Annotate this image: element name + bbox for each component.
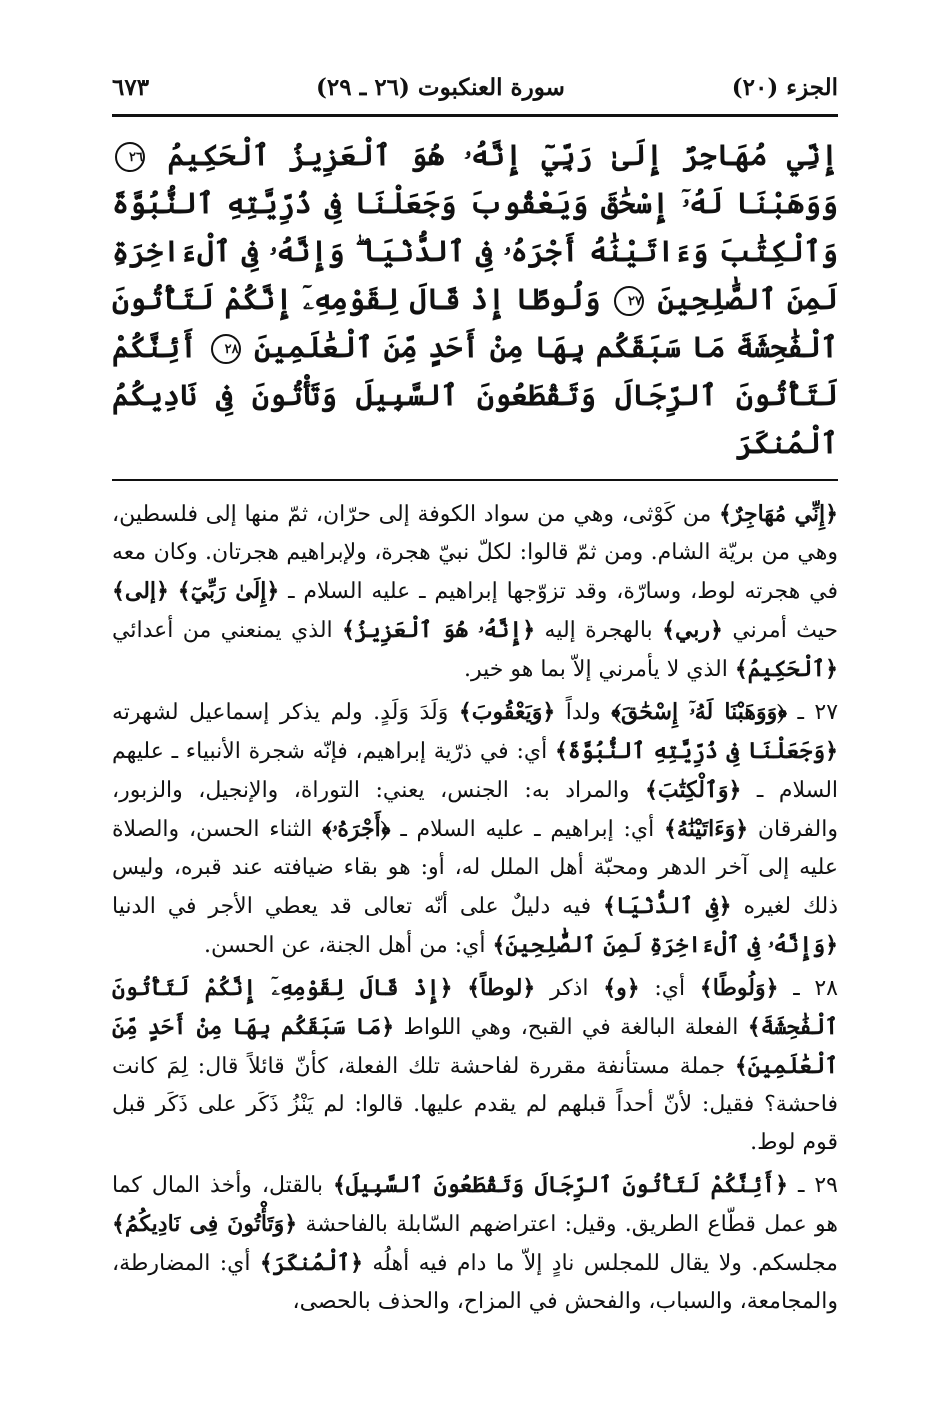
quran-verses (112, 131, 838, 467)
ayah-marker-27: ٢٧ (614, 286, 644, 316)
quote: ﴿مَا سَبَقَكُم بِهَا مِنْ أَحَدٍ مِّنَ ٱلْعَٰلَمِينَ﴾ (112, 1014, 838, 1079)
verse-number: ٢٩ ـ (797, 1173, 838, 1198)
commentary-text: الثناء الحسن، والصلاة عليه إلى آخر الدهر ومحبّة أهل الملل له، أو: هو بقاء ضيافته عند قبره، وليس ذلك لغيره (112, 817, 838, 919)
quote: ﴿وَيَعْقُوبَ﴾ (458, 699, 556, 725)
quote: ﴿ٱلْحَكِيمُ﴾ (734, 656, 838, 682)
tafsir-paragraph-27 (112, 693, 838, 965)
commentary-text: الذي لا يأمرني إلاّ بما هو خير. (464, 657, 728, 682)
quote: ﴿وَءَاتَيْنَٰهُ﴾ (664, 816, 749, 842)
tafsir-commentary (112, 495, 838, 1321)
commentary-text: حيث أمرني (732, 618, 839, 643)
quote: ﴿أَئِنَّكُمْ لَتَأْتُونَ ٱلرِّجَالَ وَتَقْطَعُونَ ٱلسَّبِيلَ﴾ (332, 1172, 788, 1198)
quote: ﴿وَوَهَبْنَا لَهُۥٓ إِسْحَٰقَ﴾ (611, 699, 787, 725)
verse-26-text: إِنِّي مُهَاجِرٌ إِلَىٰ رَبِّيٓ إِنَّهُۥ هُوَ ٱلْعَزِيزُ ٱلْحَكِيمُ (167, 138, 838, 172)
commentary-text: أي: المضارطة، والمجامعة، والسباب، والفحش في المزاح، والحذف بالحصى، (112, 1251, 838, 1314)
verse-number: ٢٨ ـ (793, 976, 838, 1001)
quote: ﴿وَلُوطًا﴾ (699, 975, 779, 1001)
commentary-text: أي: من أهل الجنة، عن الحسن. (204, 933, 486, 958)
surah-title: سورة العنكبوت (٢٦ ـ ٢٩) (315, 73, 565, 101)
running-header (112, 60, 838, 117)
commentary-text: فيه دليلٌ على أنّه تعالى قد يعطي الأجر في الدنيا (112, 894, 592, 919)
quote: ﴿أَجْرَهُۥ﴾ (322, 816, 391, 842)
commentary-text: اذكر (550, 976, 589, 1001)
quote: ﴿لوطاً﴾ (467, 975, 536, 1001)
section-divider (112, 479, 838, 481)
ayah-marker-26: ٢٦ (115, 142, 145, 172)
quote: ﴿إِذْ قَالَ لِقَوْمِهِۦٓ إِنَّكُمْ لَتَأْتُونَ ٱلْفَٰحِشَةَ﴾ (112, 975, 838, 1040)
commentary-text: مجلسكم. ولا يقال للمجلس نادٍ إلاّ ما دام فيه أهلُه (372, 1251, 838, 1276)
commentary-text: جملة مستأنفة مقررة لفاحشة تلك الفعلة، كأنّ قائلاً قال: لِمَ كانت فاحشة؟ فقيل: لأنّ أحداً قبلهم لم يقدم عليها. قالوا: لم يَنْزُ ذَكَر على ذَكَر قبل قوم لوط. (112, 1054, 838, 1155)
commentary-text: بالهجرة إليه (544, 618, 653, 643)
book-page (112, 60, 838, 1380)
verse-27-text: وَوَهَبْنَا لَهُۥٓ إِسْحَٰقَ وَيَعْقُوبَ وَجَعَلْنَا فِى ذُرِّيَّتِهِ ٱلنُّبُوَّةَ وَٱلْكِتَٰبَ وَءَاتَيْنَٰهُ أَجْرَهُۥ فِى ٱلدُّنْيَا ۖ وَإِنَّهُۥ فِى ٱلْءَاخِرَةِ لَمِنَ ٱلصَّٰلِحِينَ (112, 186, 838, 316)
commentary-text: والمراد به: الجنس، يعني: التوراة، والإنجيل، والزبور، والفرقان (112, 778, 838, 842)
tafsir-paragraph-29 (112, 1166, 838, 1321)
quote: ﴿إِنِّي مُهَاجِرٌ﴾ (718, 501, 839, 527)
quote: ﴿وَإِنَّهُۥ فِى ٱلْءَاخِرَةِ لَمِنَ ٱلصَّٰلِحِينَ﴾ (492, 932, 838, 958)
quote: ﴿إِنَّهُۥ هُوَ ٱلْعَزِيزُ﴾ (342, 617, 536, 643)
commentary-text: بالقتل، وأخذ المال كما هو عمل قطّاع الطريق. وقيل: اعتراضهم السّابلة بالفاحشة (112, 1173, 838, 1237)
quote: ﴿إِلَىٰ رَبِّيٓ﴾ (177, 578, 280, 604)
verse-number: ٢٧ ـ (797, 700, 839, 725)
quote: ﴿ربي﴾ (662, 617, 723, 643)
verse-29-text: أَئِنَّكُمْ لَتَأْتُونَ ٱلرِّجَالَ وَتَقْطَعُونَ ٱلسَّبِيلَ وَتَأْتُونَ فِى نَادِيكُمُ ٱلْمُنكَرَ (112, 330, 838, 460)
quote: ﴿وَٱلْكِتَٰبَ﴾ (644, 777, 742, 803)
tafsir-paragraph-28 (112, 969, 838, 1162)
tafsir-paragraph-26 (112, 495, 838, 689)
commentary-text: الذي يمنعني من أعدائي (112, 618, 333, 643)
commentary-text: الفعلة البالغة في القبح، وهي اللواط (403, 1015, 739, 1040)
quote: ﴿و﴾ (603, 975, 640, 1001)
commentary-text: وَلَدَ وَلَدٍ. ولم يذكر إسماعيل لشهرته (112, 700, 449, 725)
commentary-text: أي: في ذرّية إبراهيم، فإنّه شجرة الأنبياء ـ عليهم السلام ـ (112, 739, 839, 803)
quote: ﴿إلى﴾ (112, 578, 169, 604)
commentary-text: أي: (654, 976, 686, 1001)
ayah-marker-28: ٢٨ (211, 334, 241, 364)
verse-28-text: وَلُوطًا إِذْ قَالَ لِقَوْمِهِۦٓ إِنَّكُمْ لَتَأْتُونَ ٱلْفَٰحِشَةَ مَا سَبَقَكُم بِهَا مِنْ أَحَدٍ مِّنَ ٱلْعَٰلَمِينَ (112, 282, 838, 364)
quote: ﴿فِى ٱلدُّنْيَا﴾ (603, 893, 732, 919)
commentary-text: أي: إبراهيم ـ عليه السلام ـ (400, 817, 655, 842)
commentary-text: ولداً (565, 700, 601, 725)
commentary-text: من كَوْثى، وهي من سواد الكوفة إلى حرّان، ثمّ منها إلى فلسطين، وهي من بريّة الشام. ومن ثمّ قالوا: لكلّ نبيّ هجرة، ولإبراهيم هجرتان. وكان معه في هجرته لوط، وسارّة، وقد تزوّجها إبراهيم ـ عليه السلام ـ (112, 502, 838, 604)
quote: ﴿وَتَأْتُونَ فِى نَادِيكُمُ﴾ (112, 1211, 298, 1237)
juz-label: الجزء (٢٠) (731, 73, 838, 101)
page-number: ٦٧٣ (112, 73, 150, 101)
quote: ﴿ٱلْمُنكَرَ﴾ (259, 1250, 363, 1276)
quote: ﴿وَجَعَلْنَا فِى ذُرِّيَّتِهِ ٱلنُّبُوَّةَ﴾ (554, 738, 839, 764)
